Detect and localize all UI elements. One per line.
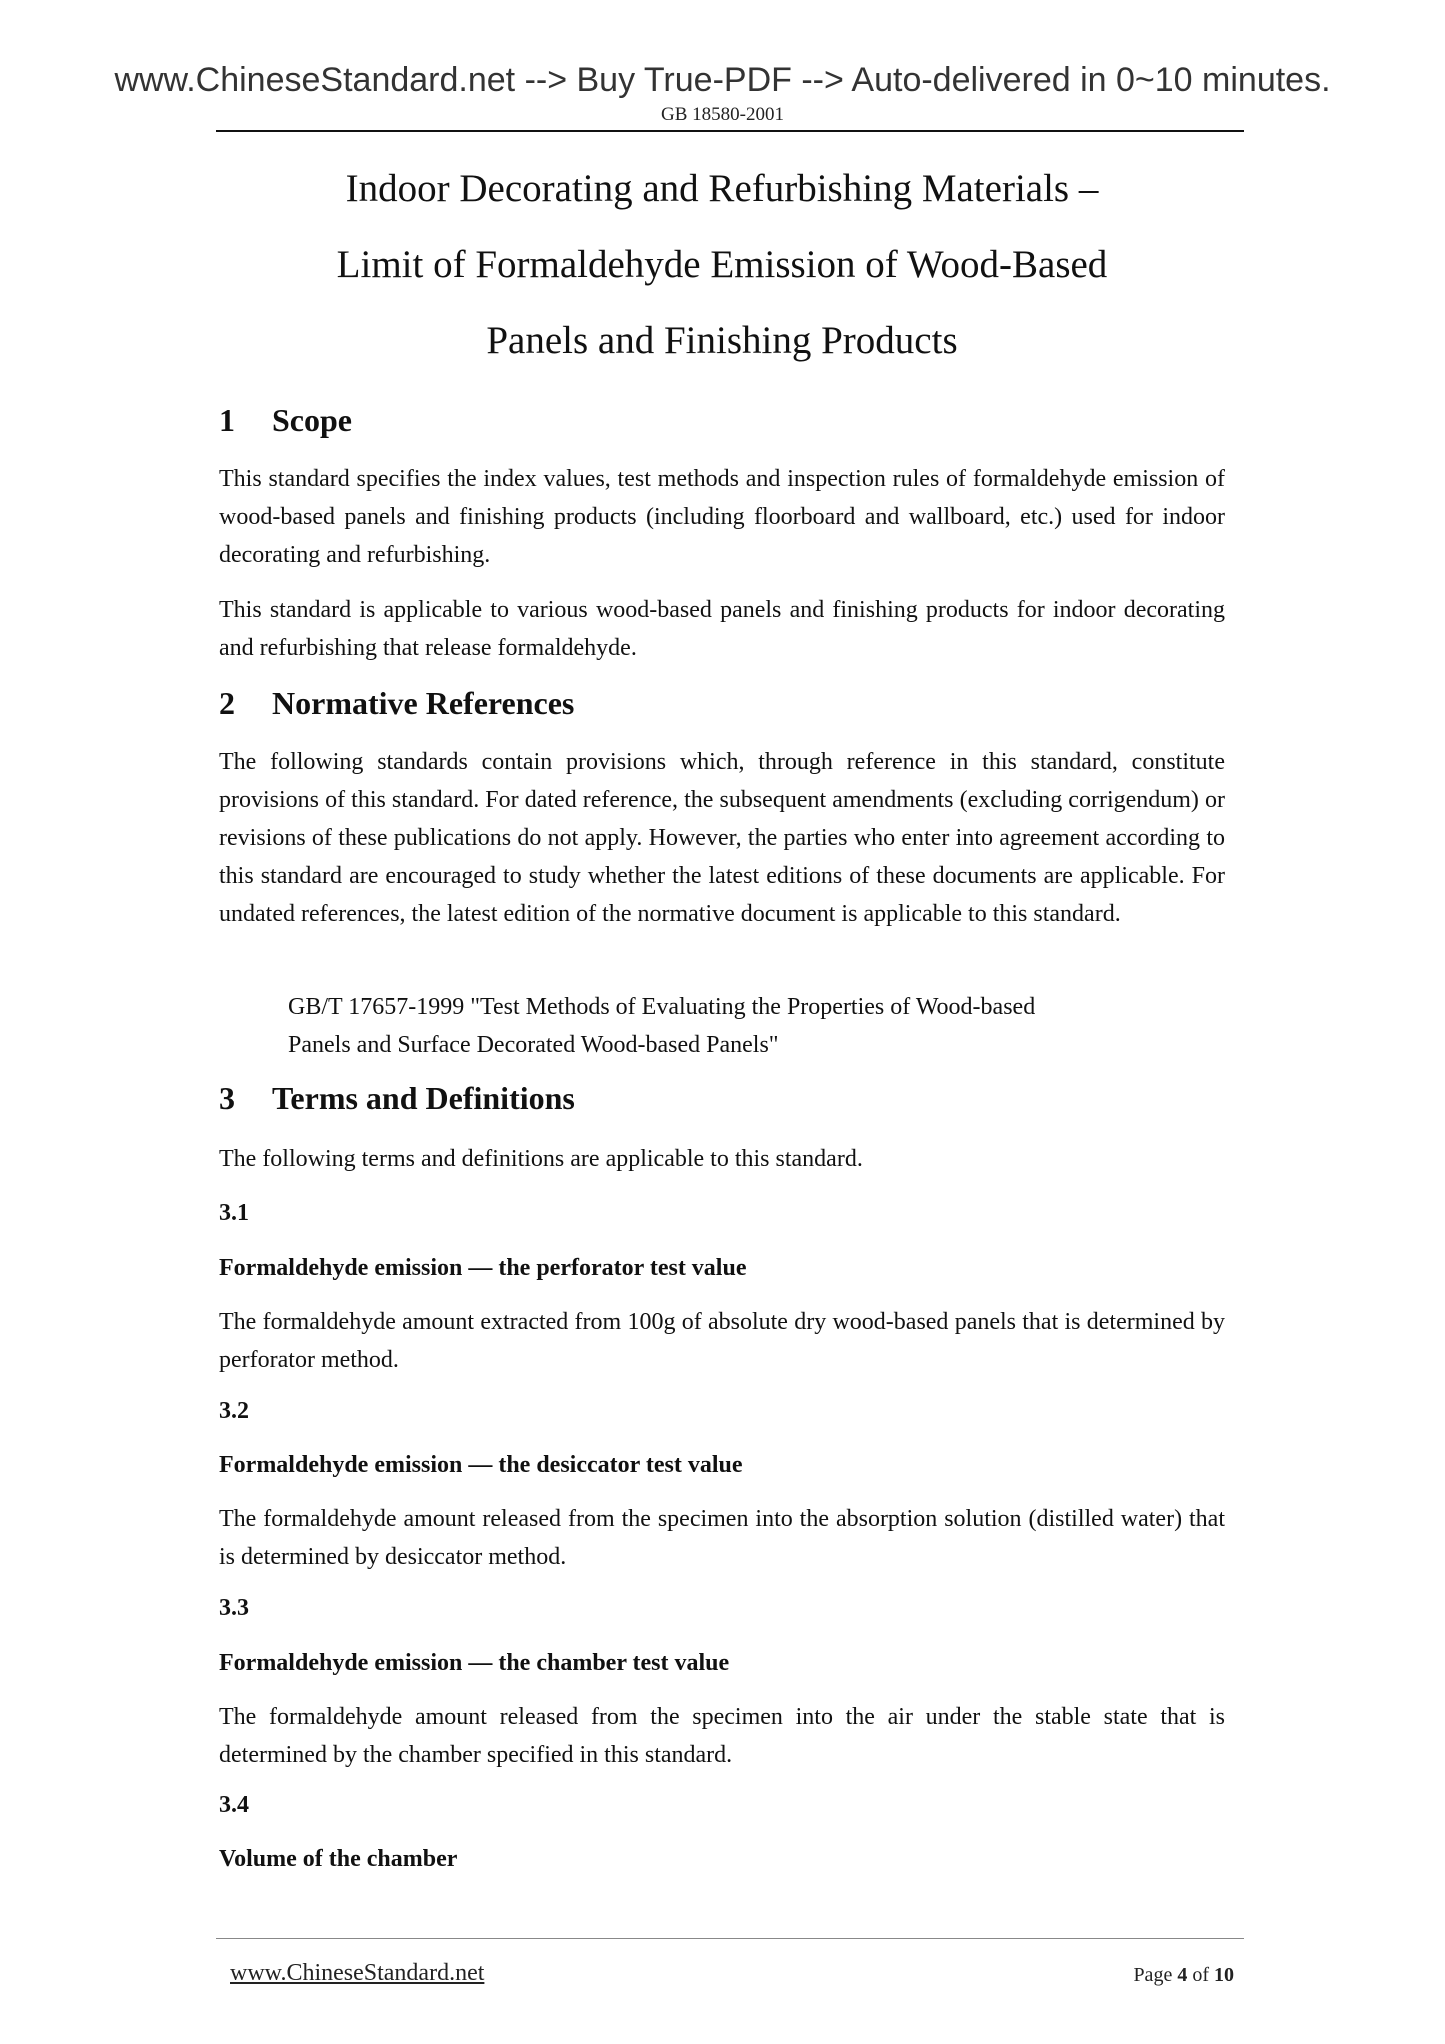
page-of: of (1187, 1964, 1214, 1986)
term-title-3-3: Formaldehyde emission — the chamber test value (219, 1650, 730, 1676)
section-title: Normative References (272, 685, 575, 721)
terms-intro: The following terms and definitions are applicable to this standard. (219, 1146, 863, 1172)
term-body-3-3: The formaldehyde amount released from the specimen into the air under the stable state that is determined by the chamber specified in this standard. (219, 1704, 1225, 1768)
section-title: Scope (272, 402, 352, 438)
term-title-3-4: Volume of the chamber (219, 1846, 458, 1872)
term-number-3-3: 3.3 (219, 1595, 249, 1621)
term-number-3-1: 3.1 (219, 1200, 249, 1226)
page-total: 10 (1214, 1964, 1234, 1986)
section-number: 1 (219, 402, 235, 438)
section-heading-normative-references (219, 685, 574, 722)
term-number-3-2: 3.2 (219, 1398, 249, 1424)
site-banner[interactable]: www.ChineseStandard.net --> Buy True-PDF --> Auto-delivered in 0~10 minutes. (114, 61, 1331, 99)
term-number-3-4: 3.4 (219, 1792, 249, 1818)
standard-code: GB 18580-2001 (661, 104, 784, 125)
term-title-3-1: Formaldehyde emission — the perforator test value (219, 1255, 747, 1281)
document-title-line-1: Indoor Decorating and Refurbishing Materials – (345, 167, 1099, 210)
section-heading-terms (219, 1080, 575, 1117)
document-title-line-2: Limit of Formaldehyde Emission of Wood-Based (336, 243, 1108, 286)
page-number (1133, 1964, 1234, 1987)
footer-divider (216, 1938, 1244, 1939)
document-title-line-3: Panels and Finishing Products (486, 319, 958, 362)
page-prefix: Page (1133, 1964, 1178, 1986)
header-divider (216, 130, 1244, 132)
reference-item-line-1: GB/T 17657-1999 "Test Methods of Evaluating the Properties of Wood-based (288, 994, 1036, 1020)
references-paragraph: The following standards contain provisions which, through reference in this standard, constitute provisions of this standard. For dated reference, the subsequent amendments (excluding corrigendum) or revisions of these publications do not apply. However, the parties who enter into agreement according to this standard are encouraged to study whether the latest editions of these documents are applicable. For undated references, the latest edition of the normative document is applicable to this standard. (219, 749, 1225, 927)
section-number: 2 (219, 685, 235, 721)
term-body-3-2: The formaldehyde amount released from the specimen into the absorption solution (distilled water) that is determined by desiccator method. (219, 1506, 1225, 1570)
term-body-3-1: The formaldehyde amount extracted from 100g of absolute dry wood-based panels that is determined by perforator method. (219, 1309, 1225, 1373)
section-title: Terms and Definitions (272, 1080, 575, 1116)
scope-paragraph-2: This standard is applicable to various wood-based panels and finishing products for indoor decorating and refurbishing that release formaldehyde. (219, 597, 1225, 661)
section-number: 3 (219, 1080, 235, 1116)
reference-item-line-2: Panels and Surface Decorated Wood-based Panels" (288, 1032, 779, 1058)
scope-paragraph-1: This standard specifies the index values, test methods and inspection rules of formaldehyde emission of wood-based panels and finishing products (including floorboard and wallboard, etc.) used for indoor decorating and refurbishing. (219, 466, 1225, 568)
page-current: 4 (1177, 1964, 1188, 1986)
section-heading-scope (219, 402, 352, 439)
footer-site-link[interactable]: www.ChineseStandard.net (230, 1960, 485, 1986)
term-title-3-2: Formaldehyde emission — the desiccator test value (219, 1452, 743, 1478)
